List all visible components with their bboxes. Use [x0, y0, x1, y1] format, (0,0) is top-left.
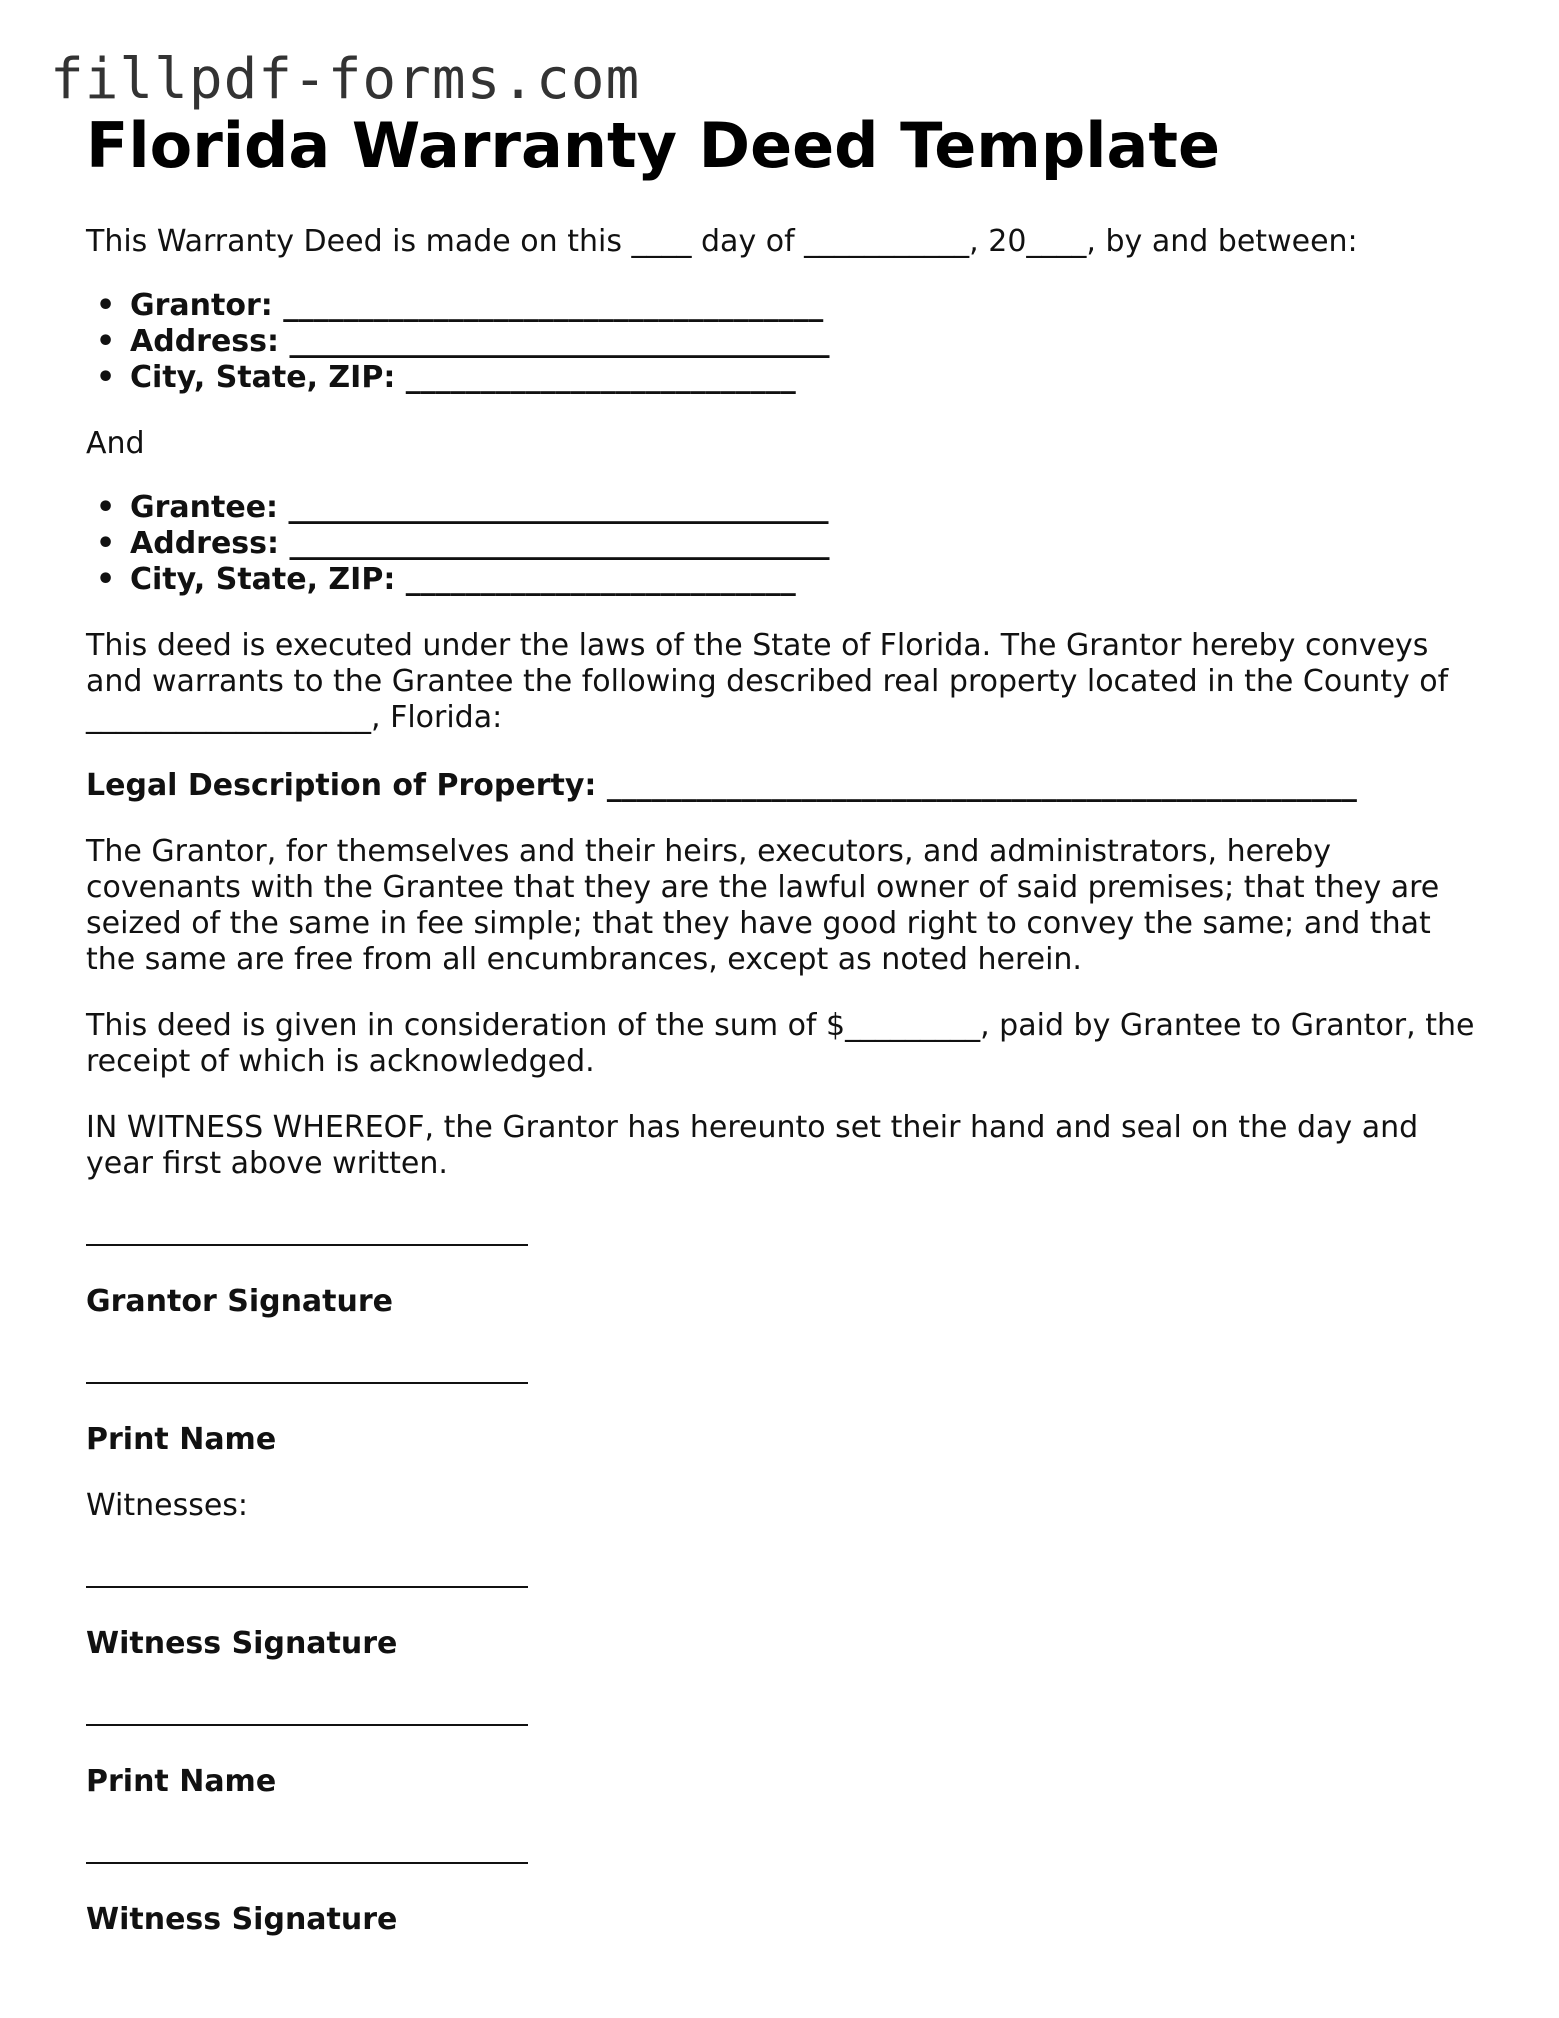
consideration-paragraph: This deed is given in consideration of the sum of $_________, paid by Grantee to Grantor, the receipt of which is acknowledged. — [86, 1008, 1475, 1079]
grantor-details — [86, 288, 1486, 396]
grantee-address-item — [130, 526, 1486, 562]
watermark: fillpdf-forms.com — [50, 47, 641, 112]
grantee-address-blank[interactable]: ____________________________________ — [289, 526, 830, 561]
grantee-name-label: Grantee: — [130, 490, 279, 525]
grantee-city-blank[interactable]: __________________________ — [405, 562, 796, 597]
grantor-address-blank[interactable]: ____________________________________ — [289, 324, 830, 359]
witness1-print-label: Print Name — [86, 1764, 277, 1799]
witness-clause: IN WITNESS WHEREOF, the Grantor has hereunto set their hand and seal on the day and year first above written. — [86, 1110, 1419, 1181]
and-text: And — [86, 426, 145, 461]
conveyance-paragraph: This deed is executed under the laws of the State of Florida. The Grantor hereby conveys and warrants to the Grantee the following described real property located in the County of ___________________, Florida: — [86, 628, 1449, 735]
grantor-print-block — [86, 1382, 1486, 1458]
witness1-signature-label: Witness Signature — [86, 1626, 398, 1661]
grantee-details — [86, 490, 1486, 598]
grantor-signature-block — [86, 1244, 1486, 1320]
grantor-city-label: City, State, ZIP: — [130, 360, 396, 395]
witness1-signature-block — [86, 1586, 1486, 1662]
grantee-address-label: Address: — [130, 526, 280, 561]
grantee-name-item — [130, 490, 1486, 526]
grantor-name-blank[interactable]: ____________________________________ — [283, 288, 824, 323]
covenant-paragraph: The Grantor, for themselves and their heirs, executors, and administrators, hereby covenants with the Grantee that they are the lawful owner of said premises; that they are seized of the same in fee simple; that they have good right to convey the same; and that the same are free from all encumbrances, except as noted herein. — [86, 834, 1440, 977]
witness1-print-block — [86, 1724, 1486, 1800]
grantor-signature-line[interactable] — [86, 1244, 528, 1246]
witnesses-label: Witnesses: — [86, 1488, 249, 1523]
grantee-name-blank[interactable]: ____________________________________ — [288, 490, 829, 525]
grantor-print-line[interactable] — [86, 1382, 528, 1384]
grantor-print-label: Print Name — [86, 1422, 277, 1457]
witness2-signature-line[interactable] — [86, 1862, 528, 1864]
intro-paragraph: This Warranty Deed is made on this ____ day of ___________, 20____, by and between: — [86, 224, 1358, 259]
page-title: Florida Warranty Deed Template — [86, 109, 1221, 182]
grantor-city-blank[interactable]: __________________________ — [405, 360, 796, 395]
grantee-city-item — [130, 562, 1486, 598]
grantor-name-label: Grantor: — [130, 288, 273, 323]
witness2-signature-label: Witness Signature — [86, 1902, 398, 1937]
grantor-signature-label: Grantor Signature — [86, 1284, 394, 1319]
witness2-signature-block — [86, 1862, 1486, 1938]
grantor-address-item — [130, 324, 1486, 360]
grantor-address-label: Address: — [130, 324, 280, 359]
grantor-city-item — [130, 360, 1486, 396]
grantee-city-label: City, State, ZIP: — [130, 562, 396, 597]
deed-document — [86, 104, 1486, 1938]
witness1-signature-line[interactable] — [86, 1586, 528, 1588]
witness1-print-line[interactable] — [86, 1724, 528, 1726]
grantor-name-item — [130, 288, 1486, 324]
legal-description[interactable]: Legal Description of Property: __________________________________________________ — [86, 768, 1357, 803]
